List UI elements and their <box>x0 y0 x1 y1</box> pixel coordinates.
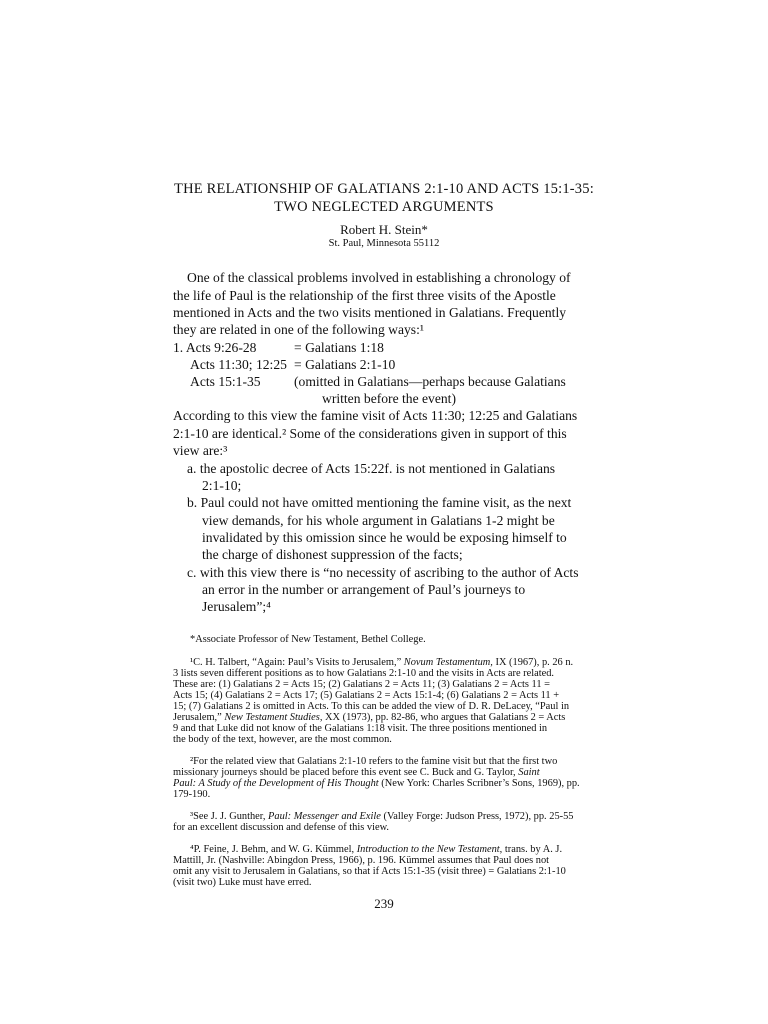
footnote-1-line: 15; (7) Galatians 2 is omitted in Acts. To this can be added the view of D. R. DeLacey, “Paul in <box>173 701 570 712</box>
intro-line: mentioned in Acts and the two visits mentioned in Galatians. Frequently <box>173 305 567 320</box>
point-c-line: Jerusalem”;⁴ <box>202 599 271 614</box>
point-b-line: view demands, for his whole argument in Galatians 1-2 might be <box>202 513 555 528</box>
footnote-1-line: 9 and that Luke did not know of the Galatians 1:18 visit. The three positions mentioned in <box>173 723 548 734</box>
footnote-2-line: 179-190. <box>173 789 211 800</box>
footnote-2-line: Paul: A Study of the Development of His Thought (New York: Charles Scribner’s Sons, 1969), pp. <box>173 778 580 789</box>
point-a-line: a. the apostolic decree of Acts 15:22f. is not mentioned in Galatians <box>187 461 556 476</box>
footnote-2-line: ²For the related view that Galatians 2:1-10 refers to the famine visit but that the first two <box>190 756 558 767</box>
article-title-line-2: TWO NEGLECTED ARGUMENTS <box>274 199 494 215</box>
equation-continuation: written before the event) <box>322 391 456 406</box>
footnote-1-line: 3 lists seven different positions as to how Galatians 2:1-10 and the visits in Acts are related. <box>173 668 555 679</box>
page-number: 239 <box>374 896 394 911</box>
footnote-2-line: missionary journeys should be placed before this event see C. Buck and G. Taylor, Saint <box>173 767 540 778</box>
author-affiliation: St. Paul, Minnesota 55112 <box>328 238 440 249</box>
view-line: According to this view the famine visit of Acts 11:30; 12:25 and Galatians <box>173 408 578 423</box>
footnote-4-line: Mattill, Jr. (Nashville: Abingdon Press, 1966), p. 196. Kümmel assumes that Paul does not <box>173 855 550 866</box>
point-c-line: an error in the number or arrangement of Paul’s journeys to <box>202 582 526 597</box>
footnote-4-line: (visit two) Luke must have erred. <box>173 877 312 888</box>
footnote-1-line: These are: (1) Galatians 2 = Acts 15; (2) Galatians 2 = Acts 11; (3) Galatians 2 = Acts 11 = <box>173 679 551 690</box>
point-b-line: b. Paul could not have omitted mentioning the famine visit, as the next <box>187 495 572 510</box>
point-c-line: c. with this view there is “no necessity of ascribing to the author of Acts <box>187 565 579 580</box>
author-name: Robert H. Stein* <box>340 222 428 237</box>
view-line: 2:1-10 are identical.² Some of the considerations given in support of this <box>173 426 567 441</box>
footnote-1-line: Jerusalem,” New Testament Studies, XX (1973), pp. 82-86, who argues that Galatians 2 = Acts <box>173 712 566 723</box>
equation-right: (omitted in Galatians—perhaps because Galatians <box>294 374 566 389</box>
footnote-1-line: ¹C. H. Talbert, “Again: Paul’s Visits to Jerusalem,” Novum Testamentum, IX (1967), p. 26 n. <box>190 657 574 668</box>
equation-left: Acts 15:1-35 <box>190 374 261 389</box>
equation-right: = Galatians 1:18 <box>294 340 384 355</box>
footnote-4-line: ⁴P. Feine, J. Behm, and W. G. Kümmel, Introduction to the New Testament, trans. by A. J. <box>190 844 563 855</box>
article-title-line-1: THE RELATIONSHIP OF GALATIANS 2:1-10 AND ACTS 15:1-35: <box>174 181 594 197</box>
point-b-line: the charge of dishonest suppression of the facts; <box>202 547 463 562</box>
footnote-1-line: the body of the text, however, are the most common. <box>173 734 392 745</box>
point-b-line: invalidated by this omission since he would be exposing himself to <box>202 530 567 545</box>
intro-line: the life of Paul is the relationship of the first three visits of the Apostle <box>173 288 556 303</box>
equation-left: 1. Acts 9:26-28 <box>173 340 257 355</box>
point-a-line: 2:1-10; <box>202 478 242 493</box>
footnote-4-line: omit any visit to Jerusalem in Galatians, so that if Acts 15:1-35 (visit three) = Galatians 2:1-10 <box>173 866 566 877</box>
footnote-3-line: ³See J. J. Gunther, Paul: Messenger and Exile (Valley Forge: Judson Press, 1972), pp. 25-55 <box>190 811 574 822</box>
footnote-1-line: Acts 15; (4) Galatians 2 = Acts 17; (5) Galatians 2 = Acts 15:1-4; (6) Galatians 2 = Acts 11 + <box>173 690 560 701</box>
view-line: view are:³ <box>173 443 228 458</box>
equation-right: = Galatians 2:1-10 <box>294 357 396 372</box>
footnote-affiliation: *Associate Professor of New Testament, Bethel College. <box>190 634 426 645</box>
intro-line: One of the classical problems involved in establishing a chronology of <box>187 270 571 285</box>
equation-left: Acts 11:30; 12:25 <box>190 357 287 372</box>
intro-line: they are related in one of the following ways:¹ <box>173 322 424 337</box>
footnote-3-line: for an excellent discussion and defense of this view. <box>173 822 390 833</box>
